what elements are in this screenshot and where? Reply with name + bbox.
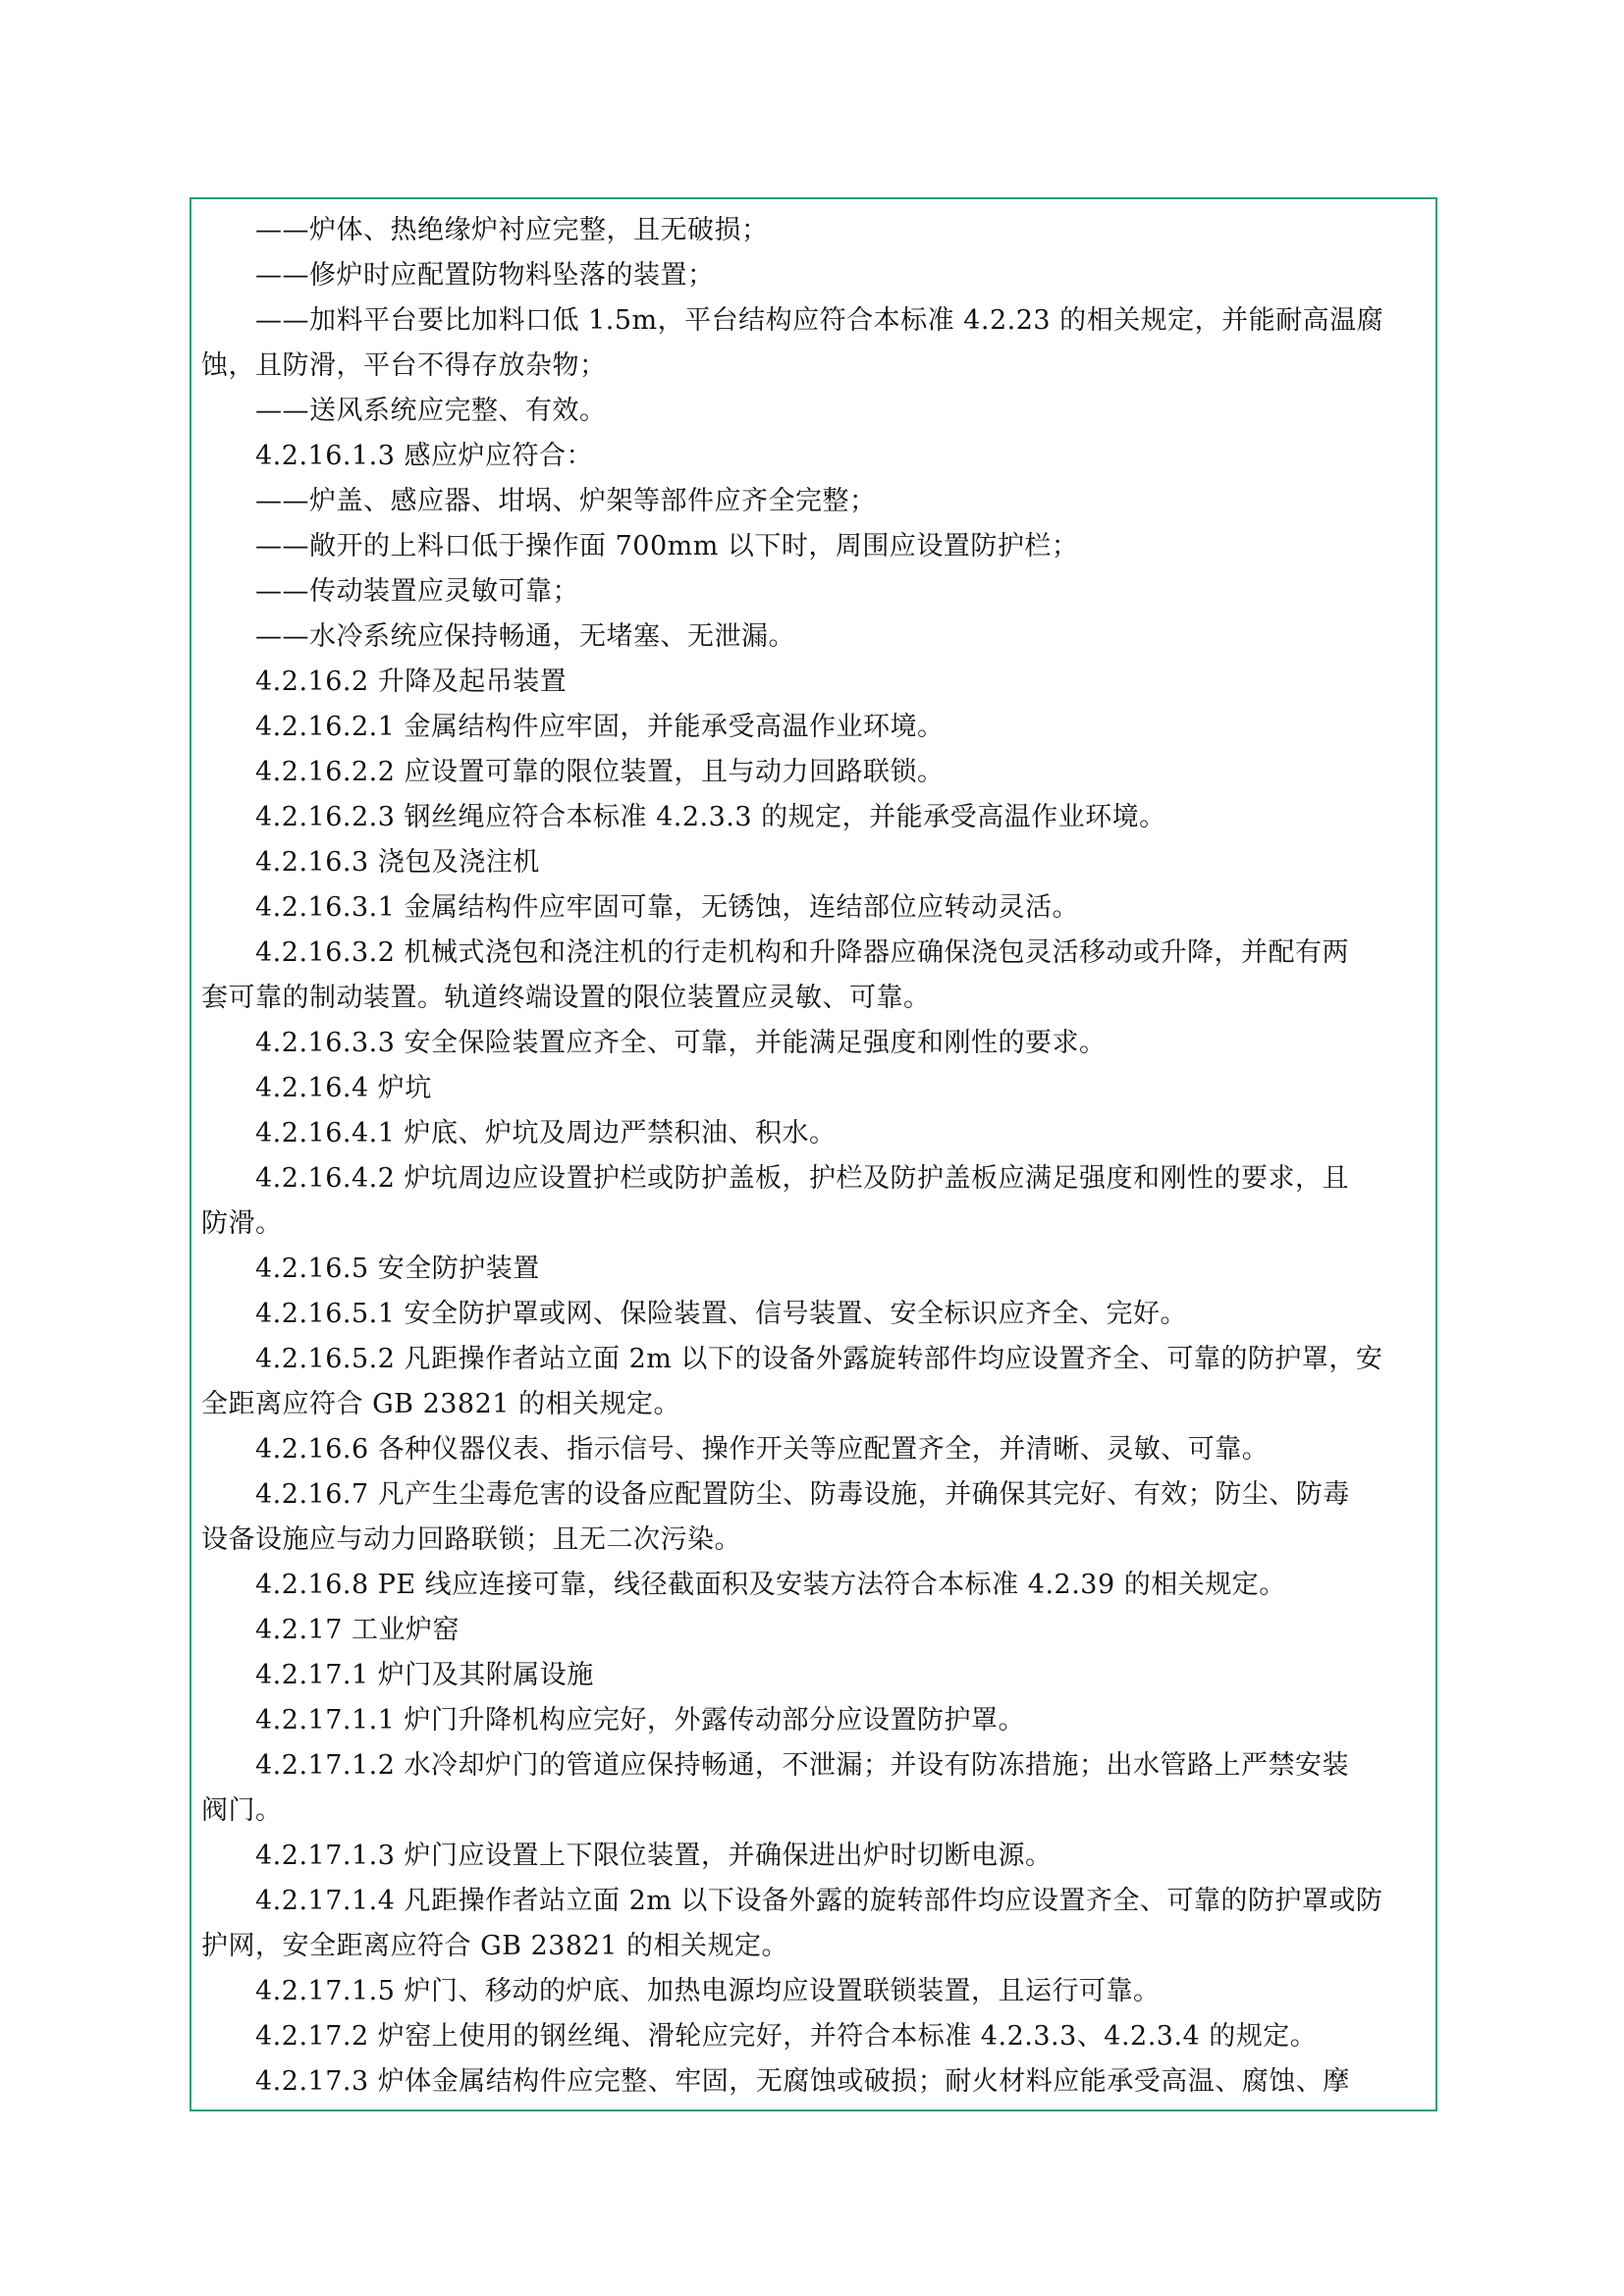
text-line: 4.2.16.2.3 钢丝绳应符合本标准 4.2.3.3 的规定，并能承受高温作业环境。	[255, 802, 1166, 832]
text-line: 4.2.17.2 炉窑上使用的钢丝绳、滑轮应完好，并符合本标准 4.2.3.3、4.2.3.4 的规定。	[255, 2021, 1318, 2052]
text-line: 4.2.16.7 凡产生尘毒危害的设备应配置防尘、防毒设施，并确保其完好、有效；防尘、防毒	[255, 1479, 1350, 1510]
text-line: ——敞开的上料口低于操作面 700mm 以下时，周围应设置防护栏；	[255, 531, 1079, 561]
text-line: 阀门。	[201, 1795, 283, 1826]
text-line: 蚀，且防滑，平台不得存放杂物；	[201, 350, 607, 381]
text-line: 4.2.16.2.1 金属结构件应牢固，并能承受高温作业环境。	[255, 712, 945, 742]
text-line: ——传动装置应灵敏可靠；	[255, 576, 579, 607]
text-line: 防滑。	[201, 1208, 283, 1239]
text-line: 4.2.17.1.1 炉门升降机构应完好，外露传动部分应设置防护罩。	[255, 1705, 1025, 1735]
text-line: 4.2.16.4.1 炉底、炉坑及周边严禁积油、积水。	[255, 1118, 837, 1148]
text-line: 4.2.17.1.5 炉门、移动的炉底、加热电源均应设置联锁装置，且运行可靠。	[255, 1976, 1161, 2006]
text-line: 护网，安全距离应符合 GB 23821 的相关规定。	[201, 1931, 789, 1961]
text-line: ——水冷系统应保持畅通，无堵塞、无泄漏。	[255, 621, 795, 652]
text-line: 4.2.16.4.2 炉坑周边应设置护栏或防护盖板，护栏及防护盖板应满足强度和刚性的要求，且	[255, 1163, 1349, 1194]
text-line: 4.2.16.2.2 应设置可靠的限位装置，且与动力回路联锁。	[255, 757, 945, 787]
text-line: ——炉盖、感应器、坩埚、炉架等部件应齐全完整；	[255, 486, 877, 516]
text-line: 4.2.16.5.1 安全防护罩或网、保险装置、信号装置、安全标识应齐全、完好。	[255, 1299, 1187, 1329]
text-line: ——修炉时应配置防物料坠落的装置；	[255, 260, 715, 291]
text-line: 4.2.17.1.2 水冷却炉门的管道应保持畅通，不泄漏；并设有防冻措施；出水管路上严禁安装	[255, 1750, 1349, 1781]
text-line: 4.2.16.2 升降及起吊装置	[255, 667, 568, 697]
text-line: 4.2.16.3.2 机械式浇包和浇注机的行走机构和升降器应确保浇包灵活移动或升降，并配有两	[255, 937, 1349, 968]
text-line: 4.2.16.3 浇包及浇注机	[255, 847, 540, 878]
text-line: 4.2.17 工业炉窑	[255, 1615, 460, 1645]
text-line: 全距离应符合 GB 23821 的相关规定。	[201, 1389, 681, 1419]
text-line: ——加料平台要比加料口低 1.5m，平台结构应符合本标准 4.2.23 的相关规定，并能耐高温腐	[255, 305, 1384, 336]
document-body	[201, 208, 1429, 2105]
text-line: 4.2.17.3 炉体金属结构件应完整、牢固，无腐蚀或破损；耐火材料应能承受高温、腐蚀、摩	[255, 2066, 1350, 2097]
text-line: 4.2.16.8 PE 线应连接可靠，线径截面积及安装方法符合本标准 4.2.39 的相关规定。	[255, 1570, 1286, 1600]
text-line: 设备设施应与动力回路联锁；且无二次污染。	[201, 1524, 741, 1555]
text-line: 4.2.16.5 安全防护装置	[255, 1254, 540, 1284]
text-line: 套可靠的制动装置。轨道终端设置的限位装置应灵敏、可靠。	[201, 983, 931, 1013]
text-line: 4.2.16.5.2 凡距操作者站立面 2m 以下的设备外露旋转部件均应设置齐全、可靠的防护罩，安	[255, 1344, 1383, 1374]
text-line: 4.2.16.1.3 感应炉应符合：	[255, 441, 593, 471]
text-line: ——炉体、热绝缘炉衬应完整，且无破损；	[255, 215, 769, 245]
text-line: 4.2.16.4 炉坑	[255, 1073, 432, 1103]
text-line: 4.2.16.3.1 金属结构件应牢固可靠，无锈蚀，连结部位应转动灵活。	[255, 892, 1079, 923]
text-line: 4.2.17.1.3 炉门应设置上下限位装置，并确保进出炉时切断电源。	[255, 1841, 1053, 1871]
text-line: ——送风系统应完整、有效。	[255, 396, 607, 426]
text-line: 4.2.16.3.3 安全保险装置应齐全、可靠，并能满足强度和刚性的要求。	[255, 1028, 1107, 1058]
text-line: 4.2.17.1 炉门及其附属设施	[255, 1660, 594, 1690]
text-line: 4.2.16.6 各种仪器仪表、指示信号、操作开关等应配置齐全，并清晰、灵敏、可靠。	[255, 1434, 1270, 1465]
text-line: 4.2.17.1.4 凡距操作者站立面 2m 以下设备外露的旋转部件均应设置齐全、可靠的防护罩或防	[255, 1886, 1383, 1916]
